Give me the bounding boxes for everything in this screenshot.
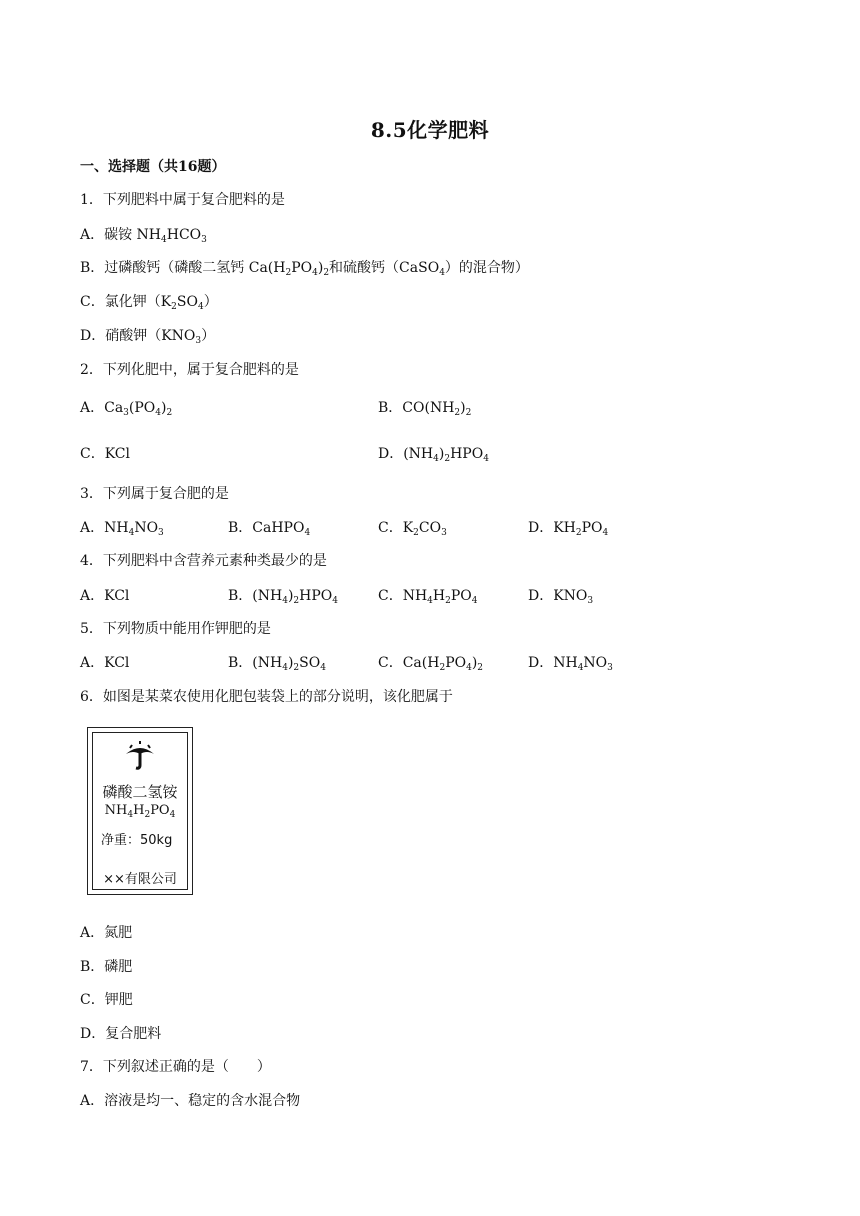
q4-option-a[interactable]: A．KCl (80, 588, 130, 604)
page-title: 8.5化学肥料 (370, 118, 490, 142)
q2-option-b[interactable]: B．$CO(NH_2)_2$ (378, 400, 472, 418)
q6-option-b[interactable]: B．磷肥 (80, 959, 133, 975)
q5-option-c[interactable]: C．$Ca(H_2PO_4)_2$ (378, 655, 484, 673)
q3-option-a[interactable]: A．$NH_4NO_3$ (80, 520, 164, 538)
label-net-weight: 净重：50kg (101, 833, 173, 848)
q3-stem: 3．下列属于复合肥的是 (80, 486, 229, 502)
q4-option-d[interactable]: D．$KNO_3$ (528, 588, 594, 606)
q2-option-c[interactable]: C．KCl (80, 446, 130, 462)
label-company: ××有限公司 (103, 872, 177, 887)
label-formula: $NH_4H_2PO_4$ (104, 803, 176, 820)
q2-option-a[interactable]: A．$Ca_3(PO_4)_2$ (80, 400, 173, 418)
q2-option-d[interactable]: D．$(NH_4)_2HPO_4$ (378, 446, 489, 464)
q3-option-d[interactable]: D．$KH_2PO_4$ (528, 520, 609, 538)
q5-option-a[interactable]: A．KCl (80, 655, 130, 671)
q1-option-b[interactable]: B．过磷酸钙（磷酸二氢钙 $Ca(H_2PO_4)_2$和硫酸钙（CaSO$_4$）的混合物） (80, 260, 529, 278)
q6-stem: 6．如图是某菜农使用化肥包装袋上的部分说明，该化肥属于 (80, 689, 453, 705)
q5-option-d[interactable]: D．$NH_4NO_3$ (528, 655, 613, 673)
q1-option-c[interactable]: C．氯化钾$(K_2SO_4)$ (80, 294, 218, 312)
q1-option-d[interactable]: D．硝酸钾$(KNO_3)$ (80, 328, 216, 346)
q4-option-b[interactable]: B．$(NH_4)_2HPO_4$ (228, 588, 338, 606)
q4-option-c[interactable]: C．$NH_4H_2PO_4$ (378, 588, 478, 606)
q3-option-b[interactable]: B．CaHPO$_4$ (228, 520, 311, 538)
q6-option-a[interactable]: A．氮肥 (80, 925, 133, 941)
q1-stem: 1．下列肥料中属于复合肥料的是 (80, 192, 285, 208)
fertilizer-bag-label (87, 727, 193, 895)
keep-dry-umbrella-icon (93, 741, 187, 775)
q7-option-a[interactable]: A．溶液是均一、稳定的含水混合物 (80, 1093, 301, 1109)
q5-option-b[interactable]: B．$(NH_4)_2SO_4$ (228, 655, 326, 673)
section-heading: 一、选择题（共16题） (80, 159, 226, 175)
q3-option-c[interactable]: C．$K_2CO_3$ (378, 520, 447, 538)
q6-option-d[interactable]: D．复合肥料 (80, 1026, 162, 1042)
label-product-name: 磷酸二氢铵 (102, 783, 178, 801)
q4-stem: 4．下列肥料中含营养元素种类最少的是 (80, 553, 327, 569)
q1-option-a[interactable]: A．碳铵 $NH_4HCO_3$ (80, 227, 207, 245)
q5-stem: 5．下列物质中能用作钾肥的是 (80, 621, 271, 637)
q2-stem: 2．下列化肥中，属于复合肥料的是 (80, 362, 299, 378)
q7-stem: 7．下列叙述正确的是（ ） (80, 1059, 271, 1075)
q6-option-c[interactable]: C．钾肥 (80, 992, 133, 1008)
